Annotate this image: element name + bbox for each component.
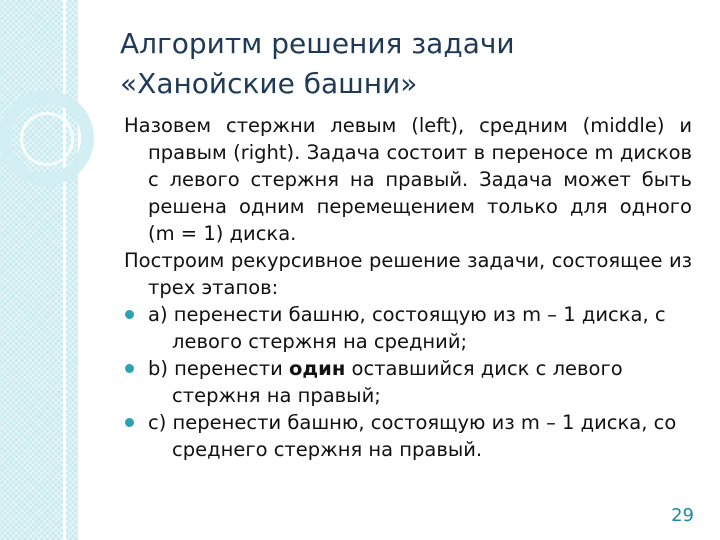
paragraph-recursive-solution: Построим рекурсивное решение задачи, состоящее из трех этапов: — [124, 249, 692, 299]
bullet-text: c) перенести башню, состоящую из m – 1 диска, со среднего стержня на правый. — [148, 411, 677, 461]
sidebar-stripe — [63, 0, 66, 540]
bullet-icon — [125, 418, 134, 427]
bullet-icon — [125, 310, 134, 319]
bullet-text-end: оставшийся диск с левого стержня на правый; — [172, 357, 623, 407]
paragraph-rods-definition: Назовем стержни левым (left), средним (middle) и правым (right). Задача состоит в переносе m дисков с левого стержня на правый. Задача может быть решена одним перемещением только для одного (m = 1) диска. — [124, 114, 692, 245]
slide-number: 29 — [671, 505, 694, 526]
slide-body — [124, 112, 692, 463]
sidebar-edge — [78, 0, 80, 540]
bullet-text-start: b) перенести — [148, 357, 290, 380]
decorative-ring-inner — [20, 112, 74, 166]
list-item — [124, 409, 692, 463]
slide-title — [120, 24, 680, 104]
bullet-text — [148, 355, 692, 409]
list-item — [124, 301, 692, 355]
bullet-text-bold: один — [289, 357, 346, 380]
list-item — [124, 355, 692, 409]
slide-title-line-1: Алгоритм решения задачи — [120, 27, 515, 60]
bullet-text: a) перенести башню, состоящую из m – 1 диска, с левого стержня на средний; — [148, 303, 666, 353]
decorative-sidebar — [0, 0, 78, 540]
slide-title-line-2: «Ханойские башни» — [120, 67, 418, 100]
bullet-icon — [125, 364, 134, 373]
